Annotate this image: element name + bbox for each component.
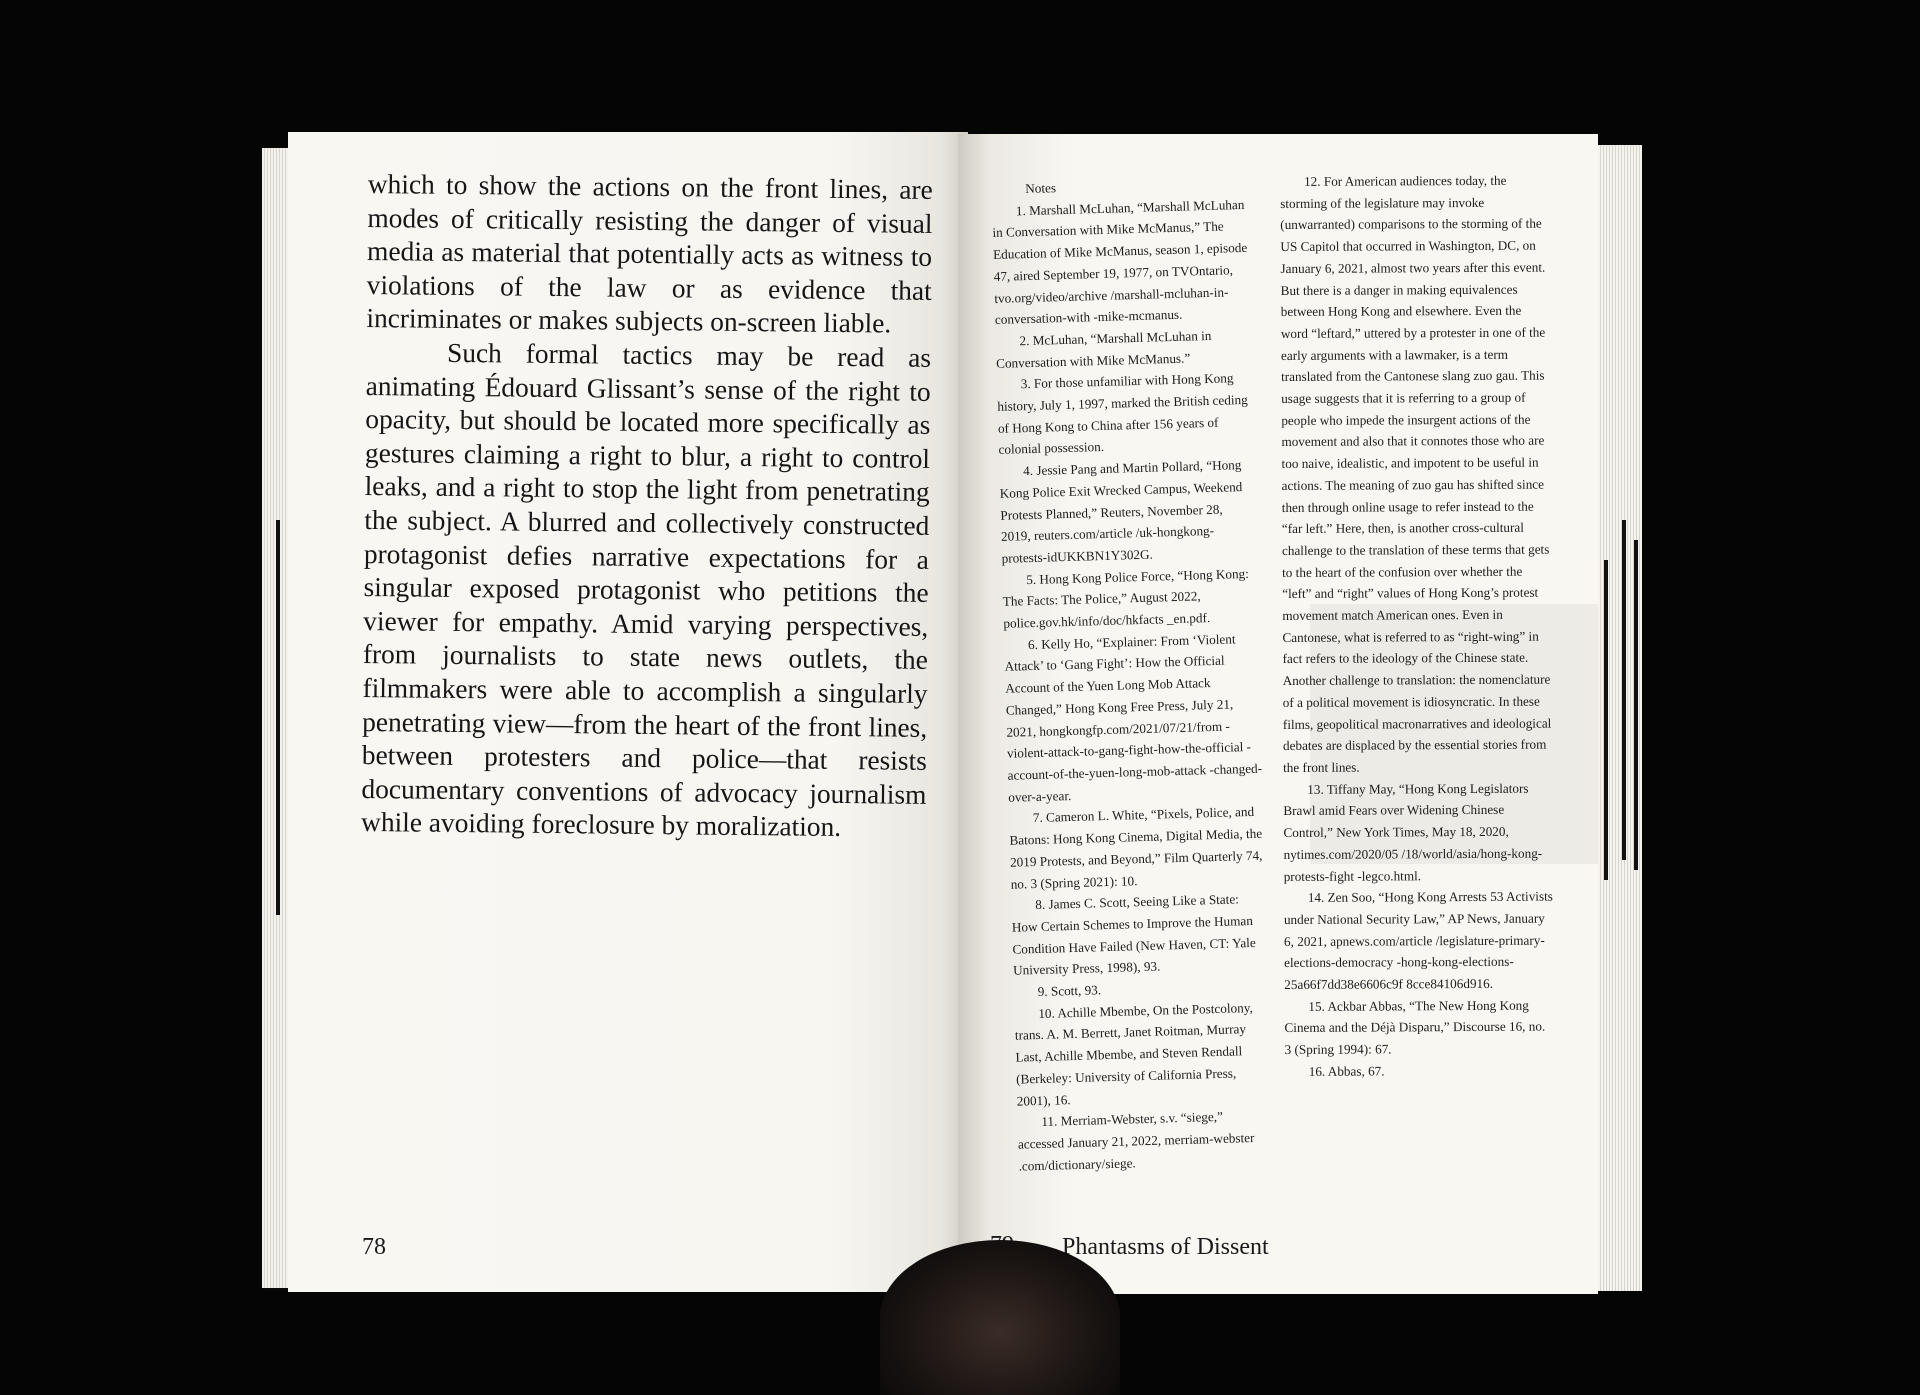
note-12: 12. For American audiences today, the storming of the legislature may invoke (unwarranted) comparisons to the storming of the US Capitol that occurred in Washington, DC, on January 6, 2021, almost two years after this event. But there is a danger in making equivalences between Hong Kong and elsewhere. Even the word “leftard,” uttered by a protester in one of the early arguments with a lawmaker, is a term translated from the Cantonese slang zuo gau. This usage suggests that it is referring to a group of people who impede the insurgent actions of the movement and also that it connotes those who are too naive, idealistic, and impotent to be useful in actions. The meaning of zuo gau has shifted since then through online usage to refer instead to the “far left.” Here, then, is another cross-cultural challenge to the translation of these terms that gets to the heart of the confusion over whether the “left” and “right” values of Hong Kong’s protest movement match American ones. Even in Cantonese, what is referred to as “right-wing” in fact refers to the ideology of the Chinese state. Another challenge to translation: the nomenclature of a political movement is idiosyncratic. In these films, geopolitical macronarratives and ideological debates are displaced by the essential stories from the front lines. xyxy=(1280,172,1552,775)
left-page xyxy=(288,132,968,1292)
note-13: 13. Tiffany May, “Hong Kong Legislators Brawl amid Fears over Widening Chinese Control,” New York Times, May 18, 2020, nytimes.com/2020/05 /18/world/asia/hong-kong-protests-fight -legco.html. xyxy=(1283,780,1543,884)
running-head: Phantasms of Dissent xyxy=(1062,1234,1269,1260)
notes-column-left xyxy=(991,172,1274,1177)
page-number: 78 xyxy=(362,1234,386,1260)
note-5: 5. Hong Kong Police Force, “Hong Kong: The Facts: The Police,” August 2022, police.gov.hk/info/doc/hkfacts _en.pdf. xyxy=(1002,565,1250,631)
note-8: 8. James C. Scott, Seeing Like a State: How Certain Schemes to Improve the Human Condition Have Failed (New Haven, CT: Yale University Press, 1998), 93. xyxy=(1011,891,1256,979)
note-7: 7. Cameron L. White, “Pixels, Police, and Batons: Hong Kong Cinema, Digital Media, the 2019 Protests, and Beyond,” Film Quarterly 74, no. 3 (Spring 2021): 10. xyxy=(1009,804,1263,892)
note-3: 3. For those unfamiliar with Hong Kong history, July 1, 1997, marked the British ceding of Hong Kong to China after 156 years of colonial possession. xyxy=(997,370,1248,458)
paragraph-1: which to show the actions on the front lines, are modes of critically resisting the danger of visual media as material that potentially acts as witness to violations of the law or as evidence that incriminates or makes subjects on-screen liable. xyxy=(366,168,933,339)
notes-column-right xyxy=(1280,170,1555,1083)
thumb-holding-book xyxy=(880,1240,1120,1395)
paragraph-2: Such formal tactics may be read as animating Édouard Glissant’s sense of the right to opacity, but should be located more specifically as gestures claiming a right to blur, a right to control leaks, and a right to stop the light from penetrating the subject. A blurred and collectively constructed protagonist defies narrative expectations for a singular exposed protagonist who petitions the viewer for empathy. Amid varying perspectives, from journalists to state news outlets, the filmmakers were able to accomplish a singularly penetrating view—from the heart of the front lines, between protesters and police—that resists documentary conventions of advocacy journalism while avoiding foreclosure by moralization. xyxy=(360,337,932,843)
note-10: 10. Achille Mbembe, On the Postcolony, trans. A. M. Berrett, Janet Roitman, Murray Last, Achille Mbembe, and Steven Rendall (Berkeley: University of California Press, 2001), 16. xyxy=(1014,999,1253,1109)
right-page xyxy=(958,134,1598,1294)
note-4: 4. Jessie Pang and Martin Pollard, “Hong Kong Police Exit Wrecked Campus, Weekend Protests Planned,” Reuters, November 28, 2019, reuters.com/article /uk-hongkong-protests-idUKKBN1Y302G. xyxy=(999,457,1243,566)
note-9: 9. Scott, 93. xyxy=(1037,982,1102,1000)
note-1: 1. Marshall McLuhan, “Marshall McLuhan in Conversation with Mike McManus,” The Education of Mike McManus, season 1, episode 47, aired September 19, 1977, on TVOntario, tvo.org/video/archive /marshall-mcluhan-in-conversation-with -mike-mcmanus. xyxy=(992,196,1248,328)
note-11: 11. Merriam-Webster, s.v. “siege,” accessed January 21, 2022, merriam-webster .com/dictionary/siege. xyxy=(1017,1109,1255,1174)
notes-heading: Notes xyxy=(1025,180,1057,197)
note-15: 15. Ackbar Abbas, “The New Hong Kong Cinema and the Déjà Disparu,” Discourse 16, no. 3 (Spring 1994): 67. xyxy=(1284,997,1546,1058)
note-2: 2. McLuhan, “Marshall McLuhan in Conversation with Mike McManus.” xyxy=(995,327,1212,371)
note-14: 14. Zen Soo, “Hong Kong Arrests 53 Activists under National Security Law,” AP News, January 6, 2021, apnews.com/article /legislature-primary-elections-democracy -hong-kong-elections-25a66f7dd38e6606c9f 8cce84106d916. xyxy=(1283,888,1553,993)
note-16: 16. Abbas, 67. xyxy=(1308,1063,1385,1079)
show-through-text xyxy=(328,822,908,1292)
note-6: 6. Kelly Ho, “Explainer: From ‘Violent Attack’ to ‘Gang Fight’: How the Official Account of the Yuen Long Mob Attack Changed,” Hong Kong Free Press, July 21, 2021, hongkongfp.com/2021/07/21/from -violent-attack-to-gang-fight-how-the-official -account-of-the-yuen-long-mob-attack -changed-over-a-year. xyxy=(1004,631,1263,805)
body-text xyxy=(361,168,933,846)
